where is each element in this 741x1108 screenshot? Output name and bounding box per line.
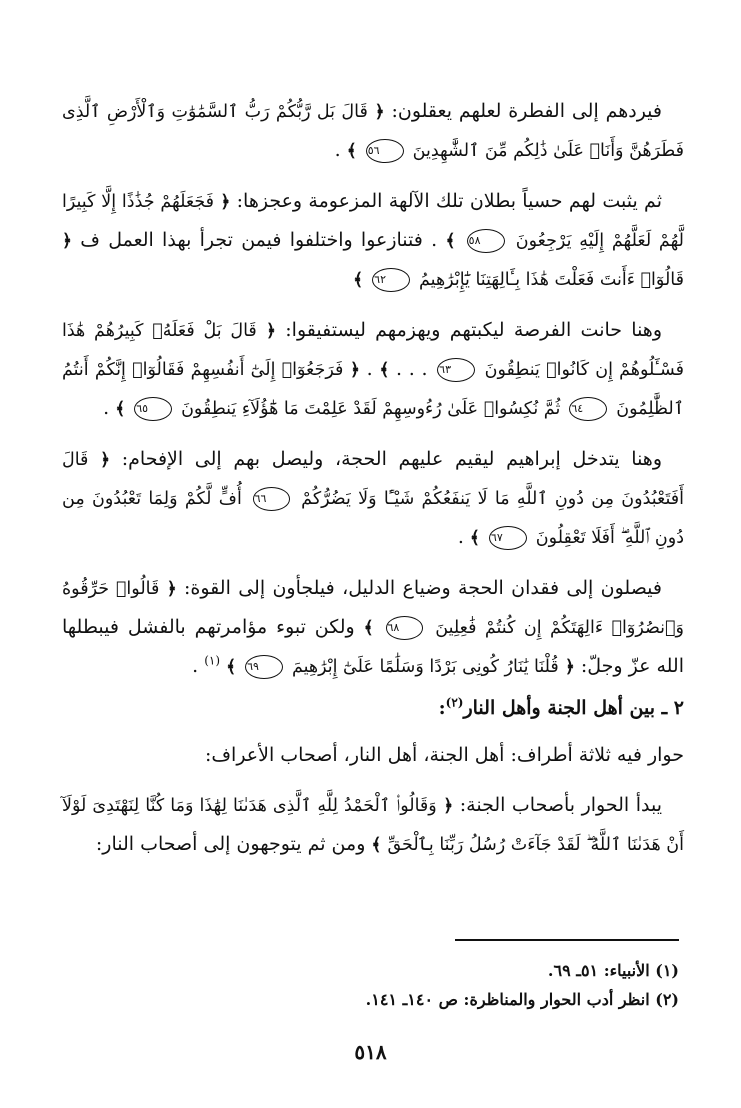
- paragraph: [62, 440, 684, 557]
- paragraph-text: فيصلون إلى فقدان الحجة وضياع الدليل، فيلجأون إلى القوة:: [184, 577, 662, 599]
- verse-open-bracket: ﴿: [166, 579, 177, 599]
- section-heading-text: ٢ ـ بين أهل الجنة وأهل النار: [463, 697, 684, 719]
- footnote-reference[interactable]: (١): [204, 653, 221, 668]
- verse-close-bracket: ﴾: [115, 399, 126, 419]
- verse-open-bracket: ﴿: [220, 192, 231, 212]
- footnote-reference[interactable]: (٢): [445, 695, 464, 710]
- ayah-number-marker: ٦٢: [372, 268, 410, 292]
- paragraph-end: .: [103, 397, 110, 419]
- section-heading: [62, 690, 684, 726]
- verse-open-bracket: ﴿: [62, 231, 72, 251]
- paragraph: [62, 311, 684, 428]
- verse-close-bracket: ﴾: [445, 231, 456, 251]
- quran-verse: ثُمَّ نُكِسُوا۟ عَلَىٰ رُءُوسِهِمْ لَقَدْ عَلِمْتَ مَا هَٰٓؤُلَآءِ يَنطِقُونَ: [181, 399, 561, 419]
- verse-close-bracket: ﴾: [379, 360, 390, 380]
- footnote-item: (١) الأنبياء: ٥١ـ ٦٩.: [547, 961, 679, 980]
- main-text: [62, 92, 684, 876]
- section-heading-end: :: [438, 697, 446, 719]
- verse-close-bracket: ﴾: [363, 618, 374, 638]
- verse-open-bracket: ﴿: [564, 657, 575, 677]
- ayah-number-marker: ٦٩: [245, 655, 283, 679]
- paragraph-text: .: [366, 358, 373, 380]
- verse-open-bracket: ﴿: [266, 321, 277, 341]
- paragraph-end: .: [457, 526, 464, 548]
- ayah-number-marker: ٦٥: [134, 397, 172, 421]
- quran-verse: قَالَ بَل رَّبُّكُمْ رَبُّ ٱلسَّمَٰوَٰتِ وَٱلْأَرْضِ ٱلَّذِى فَطَرَهُنَّ وَأَنَا۠ عَلَىٰ ذَٰلِكُم مِّنَ ٱلشَّٰهِدِينَ: [62, 102, 684, 161]
- ayah-number-marker: ٦٧: [489, 526, 527, 550]
- quran-verse: قَالُوٓا۟ ءَأَنتَ فَعَلْتَ هَٰذَا بِـَٔالِهَتِنَا يَٰٓإِبْرَٰهِيمُ: [419, 270, 684, 290]
- paragraph: [62, 569, 684, 686]
- paragraph-text: ولكن تبوء مؤامرتهم بالفشل فيبطلها الله عزّ وجلّ:: [62, 616, 684, 677]
- paragraph: [62, 182, 684, 299]
- verse-open-bracket: ﴿: [350, 360, 360, 380]
- verse-close-bracket: ﴾: [353, 270, 364, 290]
- paragraph-text: وهنا حانت الفرصة ليكبتهم ويهزمهم ليستفيقوا:: [285, 319, 662, 341]
- paragraph-text: وهنا يتدخل إبراهيم ليقيم عليهم الحجة، وليصل بهم إلى الإفحام:: [121, 448, 663, 470]
- ayah-number-marker: ٦٣: [437, 358, 475, 382]
- ayah-number-marker: ٦٦: [253, 487, 291, 511]
- ayah-number-marker: ٦٨: [386, 616, 424, 640]
- paragraph: [62, 786, 684, 864]
- paragraph-end: .: [334, 139, 341, 161]
- page-number: ٥١٨: [354, 1040, 387, 1064]
- verse-open-bracket: ﴿: [374, 102, 385, 122]
- quran-verse: أُفٍّ لَّكُمْ وَلِمَا تَعْبُدُونَ مِن دُونِ ٱللَّهِ ۖ أَفَلَا تَعْقِلُونَ: [62, 489, 684, 548]
- verse-close-bracket: ﴾: [226, 657, 237, 677]
- quran-verse: قَالَ أَفَتَعْبُدُونَ مِن دُونِ ٱللَّهِ مَا لَا يَنفَعُكُمْ شَيْـًٔا وَلَا يَضُرُّكُمْ: [62, 450, 684, 509]
- quran-verse: وَقَالُوا۟ ٱلْحَمْدُ لِلَّهِ ٱلَّذِى هَدَىٰنَا لِهَٰذَا وَمَا كُنَّا لِنَهْتَدِىَ لَوْلَآ أَنْ هَدَىٰنَا ٱللَّهُ ۖ لَقَدْ جَآءَتْ رُسُلُ رَبِّنَا بِٱلْحَقِّ: [62, 796, 684, 855]
- paragraph: [62, 92, 684, 170]
- paragraph: [62, 736, 684, 774]
- paragraph-text: يبدأ الحوار بأصحاب الجنة:: [459, 794, 662, 816]
- footnote-separator: [455, 939, 679, 941]
- paragraph-text: ومن ثم يتوجهون إلى أصحاب النار:: [95, 833, 366, 855]
- quran-verse: فَجَعَلَهُمْ جُذَٰذًا إِلَّا كَبِيرًا لَّهُمْ لَعَلَّهُمْ إِلَيْهِ يَرْجِعُونَ: [62, 192, 684, 251]
- quran-verse: قَالَ بَلْ فَعَلَهُۥ كَبِيرُهُمْ هَٰذَا فَسْـَٔلُوهُمْ إِن كَانُوا۟ يَنطِقُونَ: [62, 321, 684, 380]
- quran-verse: قُلْنَا يَٰنَارُ كُونِى بَرْدًا وَسَلَٰمًا عَلَىٰٓ إِبْرَٰهِيمَ: [291, 657, 559, 677]
- verse-close-bracket: ﴾: [371, 835, 382, 855]
- quran-verse: فَرَجَعُوٓا۟ إِلَىٰٓ أَنفُسِهِمْ فَقَالُوٓا۟ إِنَّكُمْ أَنتُمُ ٱلظَّٰلِمُونَ: [62, 360, 684, 419]
- verse-open-bracket: ﴿: [100, 450, 111, 470]
- footnote-item: (٢) انظر أدب الحوار والمناظرة: ص ١٤٠ـ ١٤١.: [365, 990, 679, 1009]
- paragraph-text: فيردهم إلى الفطرة لعلهم يعقلون:: [391, 100, 662, 122]
- ayah-number-marker: ٥٨: [467, 229, 505, 253]
- paragraph-text: حوار فيه ثلاثة أطراف: أهل الجنة، أهل النار، أصحاب الأعراف:: [204, 744, 684, 766]
- paragraph-text: ثم يثبت لهم حسياً بطلان تلك الآلهة المزعومة وعجزها:: [236, 190, 662, 212]
- ayah-number-marker: ٥٦: [366, 139, 404, 163]
- paragraph-text: . فتنازعوا واختلفوا فيمن تجرأ بهذا العمل ف: [80, 229, 438, 251]
- verse-close-bracket: ﴾: [346, 141, 357, 161]
- paragraph-text: . . .: [396, 358, 428, 380]
- verse-open-bracket: ﴿: [443, 796, 454, 816]
- ayah-number-marker: ٦٤: [569, 397, 607, 421]
- verse-close-bracket: ﴾: [469, 528, 480, 548]
- paragraph-end: .: [192, 655, 199, 677]
- quran-verse: قَالُوا۟ حَرِّقُوهُ وَٱنصُرُوٓا۟ ءَالِهَتَكُمْ إِن كُنتُمْ فَٰعِلِينَ: [62, 579, 684, 638]
- footnotes: [57, 956, 679, 1014]
